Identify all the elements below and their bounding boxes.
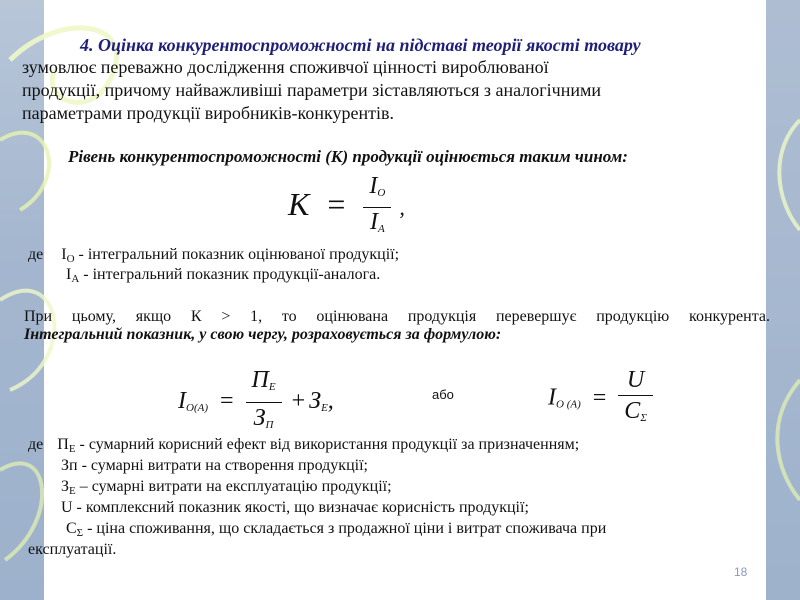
def-c-sub: Σ <box>76 527 84 539</box>
formula-integral-den-sub: П <box>265 419 274 431</box>
formula-k <box>288 172 405 243</box>
section-heading: 4. Оцінка конкурентоспроможності на підставі теорії якості товару <box>80 35 641 55</box>
def-ze-symbol: З <box>61 478 70 495</box>
formula-integral-lhs-sub: O(A) <box>186 402 208 415</box>
formula-alt-den-sub: Σ <box>640 412 647 424</box>
def-io-symbol: I <box>61 246 67 263</box>
integral-text: Інтегральний показник, у свою чергу, розраховується за формулою: <box>24 326 502 343</box>
def-ia-line <box>66 264 380 290</box>
formula-integral-term-sub: E <box>321 402 328 415</box>
formula-alt-den: C <box>624 398 641 424</box>
def-pe-sub: E <box>68 443 76 455</box>
formula-alt-lhs: I <box>548 384 556 411</box>
formula-integral-den: З <box>253 405 266 431</box>
def-ze-text: – сумарні витрати на експлуатацію продукції; <box>75 478 392 495</box>
intro-line-1: зумовлює переважно дослідження споживчої цінності вироблюваної <box>22 57 549 77</box>
formula-k-fraction <box>363 172 391 243</box>
formula-integral-fraction <box>246 365 282 440</box>
formula-k-num: I <box>369 173 378 199</box>
def-de-label: де <box>28 246 44 263</box>
def-io-sub: O <box>66 253 75 265</box>
formula-integral-lhs: I <box>178 388 186 415</box>
intro-line-2: продукції, причому найважливіші параметри зіставляються з аналогічними <box>22 80 601 100</box>
formula-k-eq: = <box>327 185 346 222</box>
def-pe-text: - сумарний корисний ефект від використання продукції за призначенням; <box>75 436 580 453</box>
def-ze-sub: E <box>69 485 76 497</box>
formula-integral-eq: = <box>220 388 234 415</box>
formula-k-den-sub: A <box>378 223 385 235</box>
formula-alt-eq: = <box>592 384 607 411</box>
page-number: 18 <box>734 565 748 579</box>
formula-integral-num: П <box>251 367 269 393</box>
def-zp-line: Зп - сумарні витрати на створення продукції; <box>61 457 368 474</box>
formula-integral-plus: + <box>291 388 306 415</box>
formula-k-num-sub: O <box>377 187 386 199</box>
formula-alt <box>548 365 653 433</box>
def-c-text: - ціна споживання, що складається з продажної ціни і витрат споживача при <box>83 520 607 537</box>
level-text: Рівень конкурентоспроможності (К) продукції оцінюється таким чином: <box>68 147 628 166</box>
paragraph-comparison: При цьому, якщо К > 1, то оцінювана продукція перевершує продукцію конкурента. <box>24 308 770 325</box>
formula-alt-lhs-sub: O (A) <box>556 398 581 411</box>
formula-integral-num-sub: E <box>268 381 276 393</box>
def-ia-sub: A <box>71 273 80 285</box>
formula-alt-fraction <box>618 365 653 433</box>
formula-integral-term: З <box>309 388 322 415</box>
def-ia-text: - інтегральний показник продукції-аналога. <box>79 266 381 283</box>
intro-line-3: параметрами продукції виробників-конкурентів. <box>22 103 394 123</box>
def-ia-symbol: I <box>66 266 72 283</box>
formula-alt-num: U <box>626 367 645 393</box>
def-c-line-2: експлуатації. <box>28 541 117 558</box>
def-c-symbol: C <box>66 520 77 537</box>
or-label: або <box>432 387 454 402</box>
formula-k-lhs: K <box>288 185 310 222</box>
formula-k-den: I <box>370 209 378 235</box>
def-io-text: - інтегральний показник оцінюваної продукції; <box>74 246 400 263</box>
def2-de-label: де <box>28 436 44 453</box>
formula-k-tail: , <box>399 194 405 220</box>
def-pe-symbol: П <box>57 436 69 453</box>
formula-integral-tail: , <box>327 388 334 415</box>
def-c-line <box>66 518 770 544</box>
formula-integral <box>178 365 334 440</box>
def-u-line: U - комплексний показник якості, що визначає корисність продукції; <box>61 499 529 516</box>
